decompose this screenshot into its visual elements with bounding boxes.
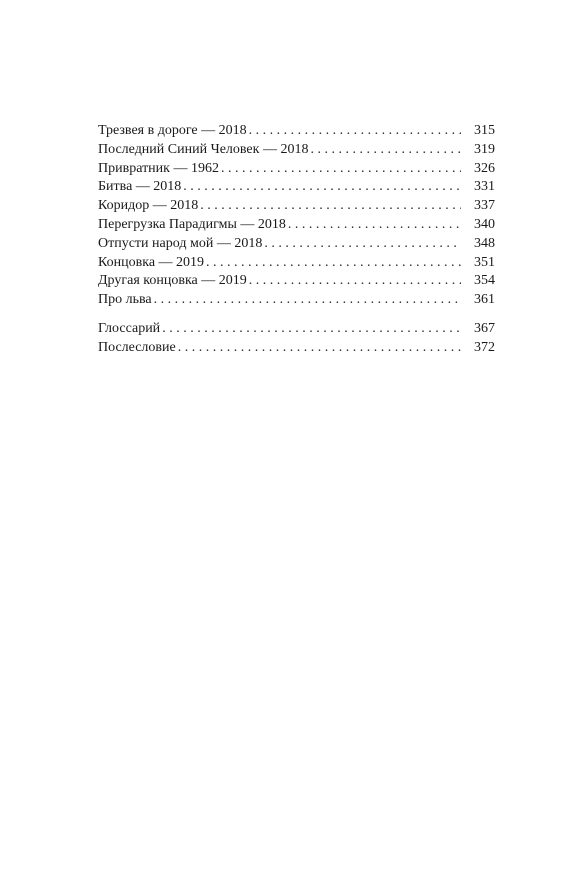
toc-entry-page: 319 [474, 141, 495, 157]
dot-leader [249, 122, 461, 141]
toc-entry-page: 331 [474, 179, 495, 195]
toc-entry [98, 122, 495, 141]
dot-leader [200, 197, 461, 216]
toc-entry-page: 351 [474, 254, 495, 270]
toc-entry [98, 320, 495, 339]
toc-entry-title: Перегрузка Парадигмы — 2018 [98, 216, 286, 232]
toc-entry [98, 339, 495, 358]
toc-entry-title: Привратник — 1962 [98, 160, 219, 176]
toc-entry-page: 315 [474, 123, 495, 138]
toc-entry [98, 178, 495, 197]
toc-entry-title: Концовка — 2019 [98, 254, 205, 270]
toc-entry-page: 340 [474, 216, 495, 232]
toc-entry [98, 197, 495, 216]
toc-entry-page: 367 [474, 321, 495, 336]
toc-entry [98, 160, 495, 179]
dot-leader [264, 235, 461, 254]
toc-entry-title: Битва — 2018 [98, 179, 182, 195]
toc-entry-title: Отпусти народ мой — 2018 [98, 235, 263, 251]
dot-leader [249, 272, 461, 291]
table-of-contents [98, 122, 495, 310]
toc-entry-title: Глоссарий [98, 321, 161, 336]
toc-entry [98, 235, 495, 254]
dot-leader [154, 291, 461, 310]
toc-entry [98, 272, 495, 291]
toc-entry-page: 354 [474, 273, 495, 289]
toc-entry [98, 254, 495, 273]
dot-leader [206, 254, 461, 273]
toc-entry-title: Трезвея в дороге — 2018 [98, 123, 247, 138]
toc-entry-title: Коридор — 2018 [98, 198, 199, 214]
toc-entry-page: 337 [474, 198, 495, 214]
toc-entry-page: 372 [474, 339, 495, 355]
toc-entry [98, 291, 495, 310]
toc-entry-page: 361 [474, 292, 495, 308]
dot-leader [221, 160, 461, 179]
toc-entry-title: Последний Синий Человек — 2018 [98, 141, 309, 157]
dot-leader [183, 178, 461, 197]
toc-entry-page: 348 [474, 235, 495, 251]
dot-leader [288, 216, 461, 235]
table-of-contents-appendix [98, 320, 495, 358]
toc-entry-title: Послесловие [98, 339, 176, 355]
toc-entry-page: 326 [474, 160, 495, 176]
dot-leader [162, 320, 461, 339]
dot-leader [310, 141, 461, 160]
toc-entry-title: Про льва [98, 292, 152, 308]
toc-entry-title: Другая концовка — 2019 [98, 273, 247, 289]
toc-entry [98, 216, 495, 235]
toc-entry [98, 141, 495, 160]
dot-leader [178, 339, 461, 358]
